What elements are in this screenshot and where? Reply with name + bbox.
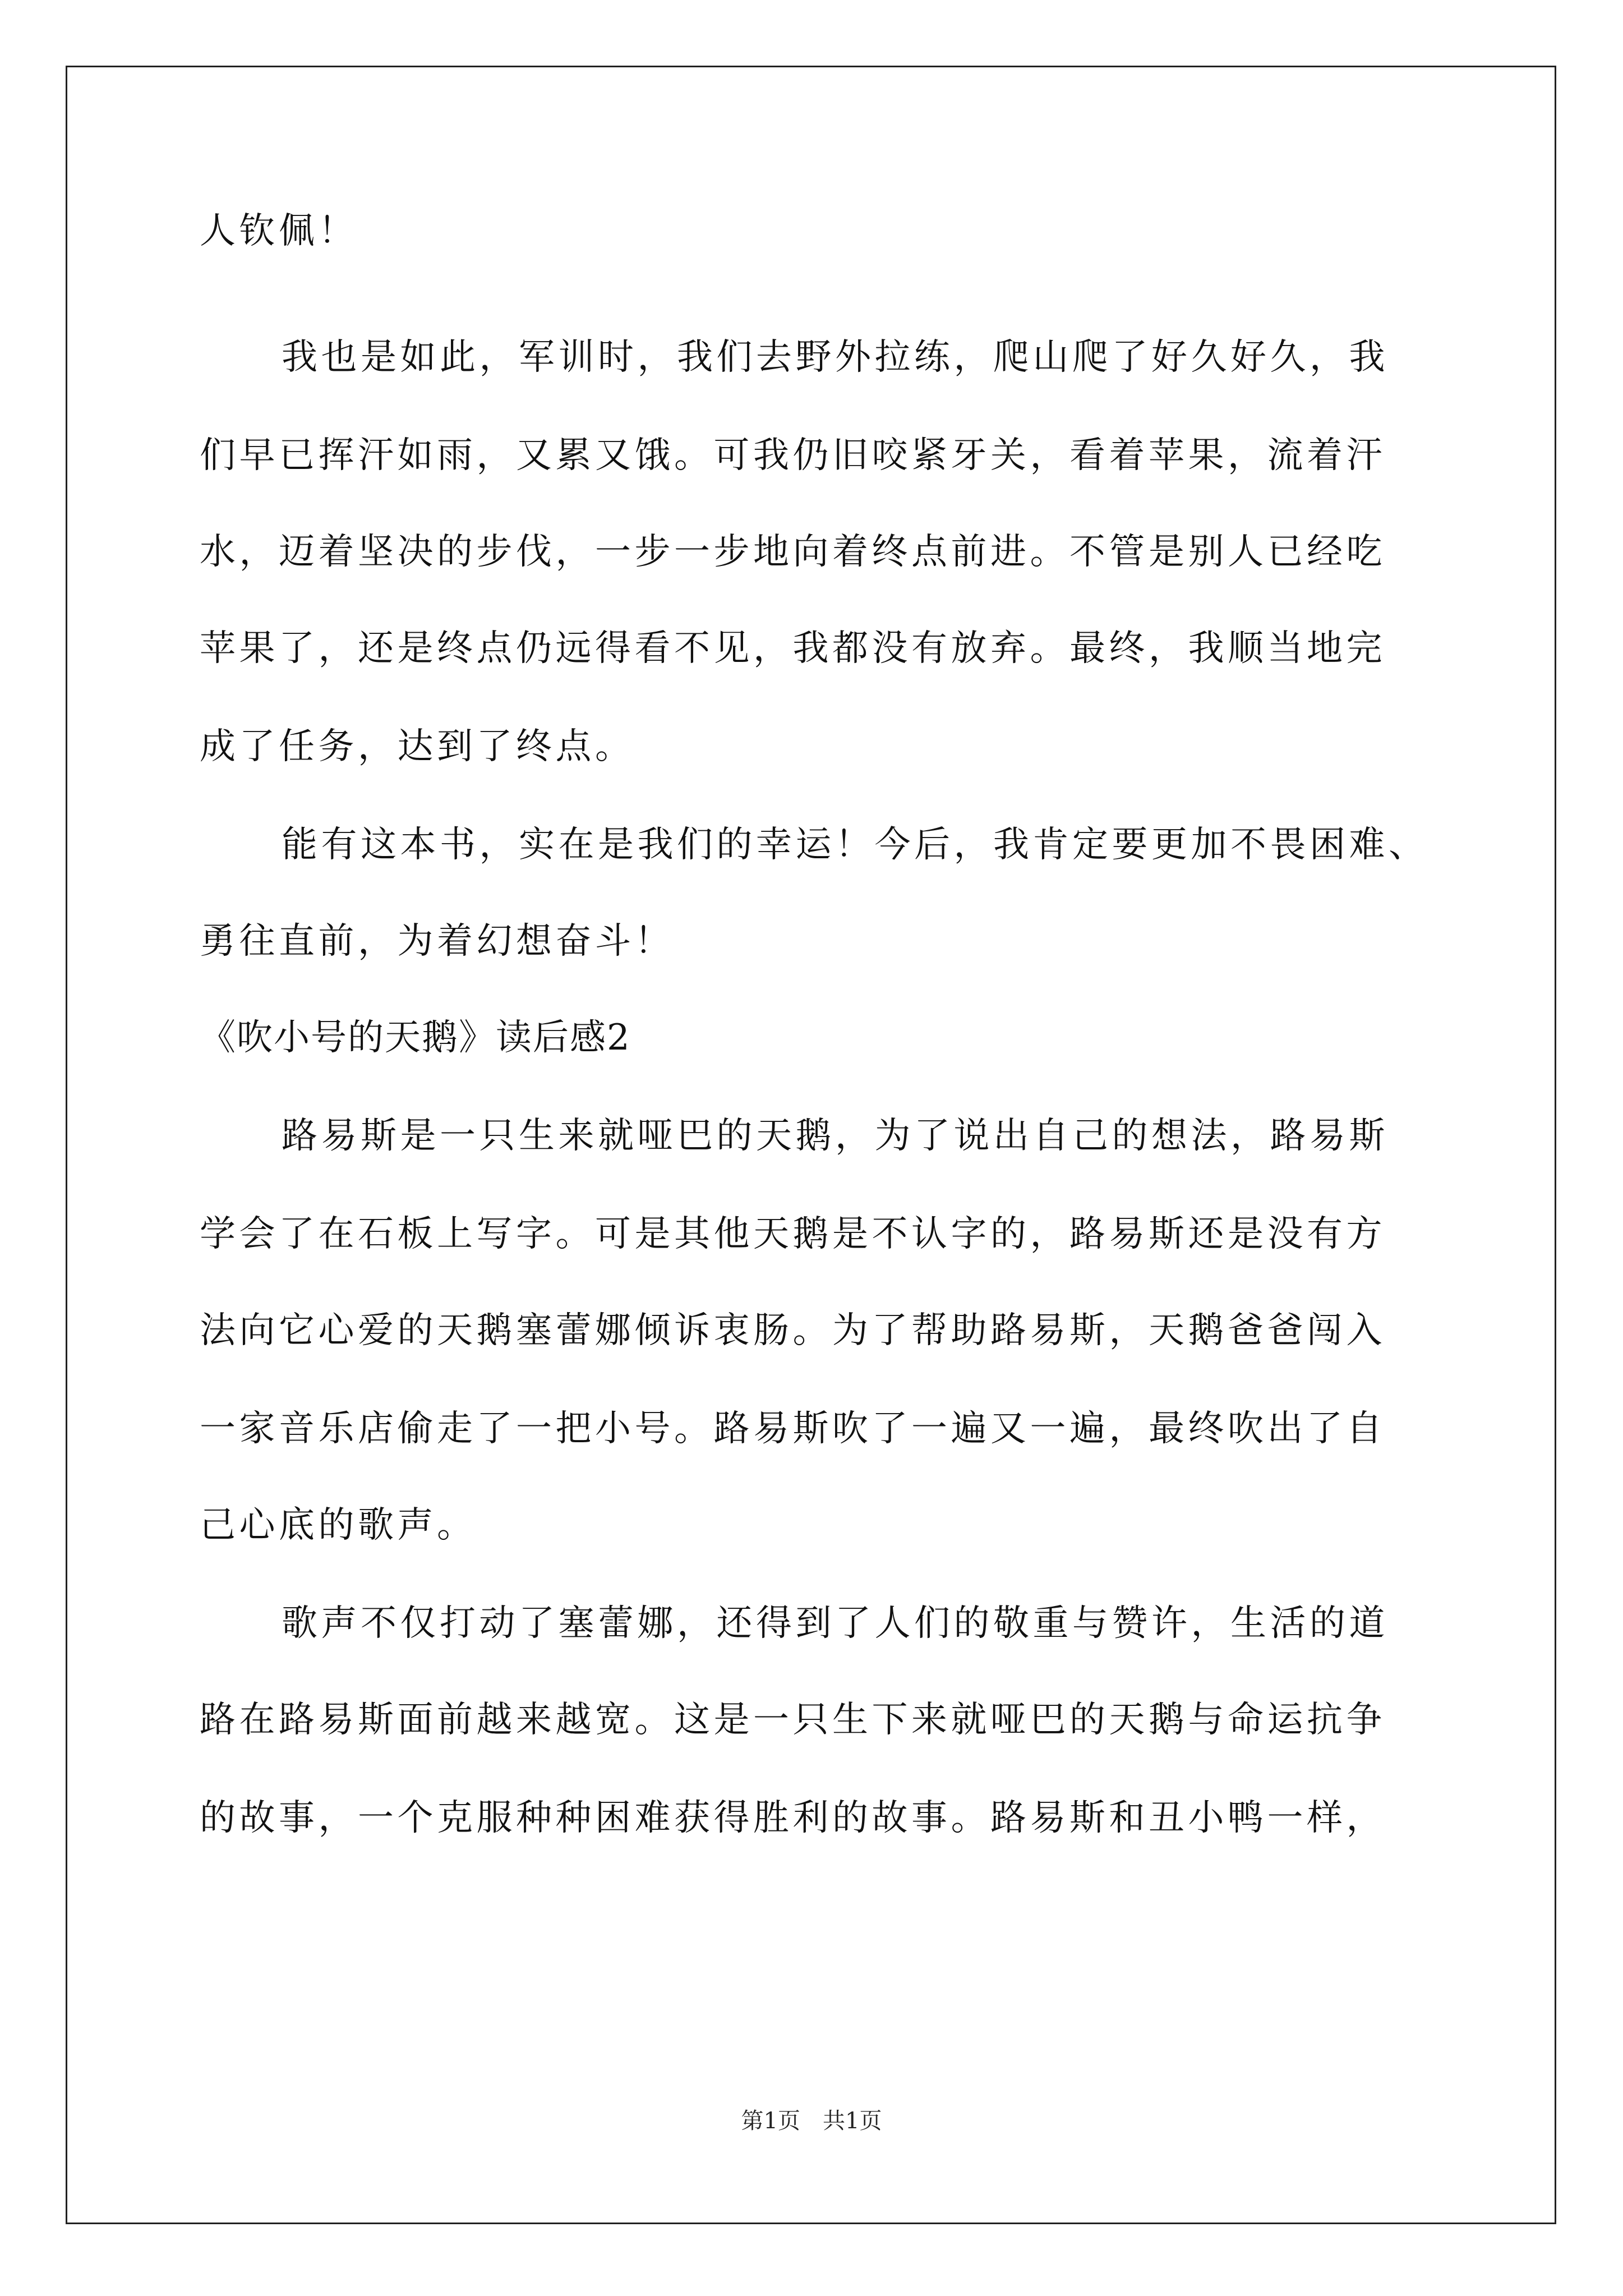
text-line-12: 法向它心爱的天鹅塞蕾娜倾诉衷肠。为了帮助路易斯，天鹅爸爸闯入	[200, 1310, 1386, 1351]
text-line-15: 歌声不仅打动了塞蕾娜，还得到了人们的敬重与赞许，生活的道	[282, 1603, 1389, 1644]
text-line-17: 的故事，一个克服种种困难获得胜利的故事。路易斯和丑小鸭一样，	[200, 1797, 1386, 1839]
text-line-6: 成了任务，达到了终点。	[200, 726, 635, 767]
text-line-16: 路在路易斯面前越来越宽。这是一只生下来就哑巴的天鹅与命运抗争	[200, 1699, 1386, 1741]
text-line-14: 己心底的歌声。	[200, 1504, 477, 1546]
text-line-13: 一家音乐店偷走了一把小号。路易斯吹了一遍又一遍，最终吹出了自	[200, 1408, 1386, 1450]
text-line-5: 苹果了，还是终点仍远得看不见，我都没有放弃。最终，我顺当地完	[200, 628, 1386, 669]
page-count: 共1页	[823, 2108, 882, 2134]
text-line-3: 们早已挥汗如雨，又累又饿。可我仍旧咬紧牙关，看着苹果，流着汗	[200, 435, 1386, 476]
text-line-1: 人钦佩！	[200, 210, 358, 252]
text-line-2: 我也是如此，军训时，我们去野外拉练，爬山爬了好久好久，我	[282, 337, 1389, 378]
page-number: 第1页	[741, 2108, 800, 2134]
text-line-4: 水，迈着坚决的步伐，一步一步地向着终点前进。不管是别人已经吃	[200, 531, 1386, 573]
text-line-7: 能有这本书，实在是我们的幸运！今后，我肯定要更加不畏困难、	[282, 824, 1428, 866]
section-title: 《吹小号的天鹅》读后感2	[200, 1017, 631, 1059]
page-footer	[0, 2107, 1623, 2135]
text-line-11: 学会了在石板上写字。可是其他天鹅是不认字的，路易斯还是没有方	[200, 1213, 1386, 1255]
text-line-8: 勇往直前，为着幻想奋斗！	[200, 921, 674, 962]
text-line-10: 路易斯是一只生来就哑巴的天鹅，为了说出自己的想法，路易斯	[282, 1115, 1389, 1157]
